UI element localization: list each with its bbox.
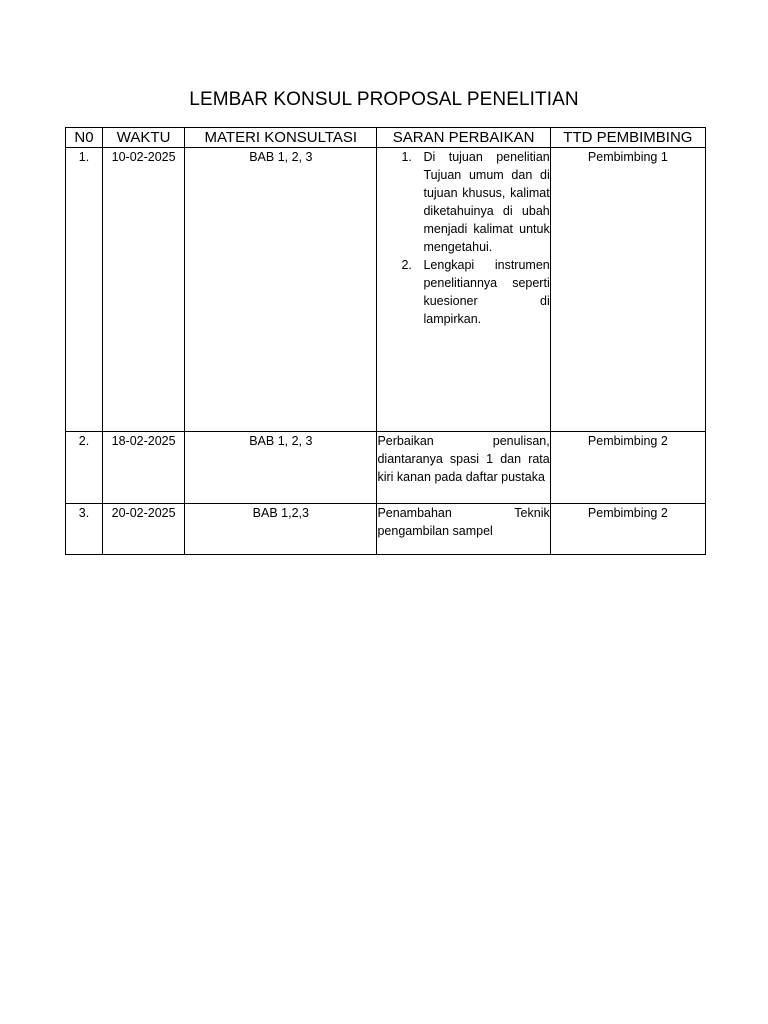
row-date: 18-02-2025 (103, 432, 185, 504)
row-suggestion: Penambahan Teknik pengambilan sampel (377, 504, 550, 555)
table-row (66, 432, 706, 504)
header-materi: MATERI KONSULTASI (185, 128, 377, 148)
page-title: LEMBAR KONSUL PROPOSAL PENELITIAN (189, 89, 579, 110)
suggestion-number: 1. (401, 150, 412, 164)
header-waktu: WAKTU (103, 128, 185, 148)
table-row (66, 148, 706, 432)
row-suggestion (377, 148, 550, 432)
header-saran: SARAN PERBAIKAN (377, 128, 550, 148)
row-number: 3. (66, 504, 103, 555)
suggestion-text: Di tujuan penelitian Tujuan umum dan di tujuan khusus, kalimat diketahuinya di ubah menjadi kalimat untuk mengetahui. (423, 150, 550, 254)
row-material: BAB 1,2,3 (185, 504, 377, 555)
row-suggestion: Perbaikan penulisan, diantaranya spasi 1 dan rata kiri kanan pada daftar pustaka (377, 432, 550, 504)
row-date: 10-02-2025 (103, 148, 185, 432)
row-number: 1. (66, 148, 103, 432)
suggestion-text: Lengkapi instrumen penelitiannya seperti kuesioner di lampirkan. (423, 258, 550, 326)
header-ttd: TTD PEMBIMBING (550, 128, 705, 148)
suggestion-number: 2. (401, 258, 412, 272)
row-material: BAB 1, 2, 3 (185, 432, 377, 504)
suggestion-item (377, 148, 549, 256)
row-material: BAB 1, 2, 3 (185, 148, 377, 432)
row-supervisor: Pembimbing 1 (550, 148, 705, 432)
suggestion-item (377, 256, 549, 328)
consultation-table (65, 127, 706, 555)
header-no: N0 (66, 128, 103, 148)
row-number: 2. (66, 432, 103, 504)
row-date: 20-02-2025 (103, 504, 185, 555)
row-supervisor: Pembimbing 2 (550, 432, 705, 504)
row-supervisor: Pembimbing 2 (550, 504, 705, 555)
table-row (66, 504, 706, 555)
table-header-row (66, 128, 706, 148)
suggestion-list (377, 148, 549, 328)
